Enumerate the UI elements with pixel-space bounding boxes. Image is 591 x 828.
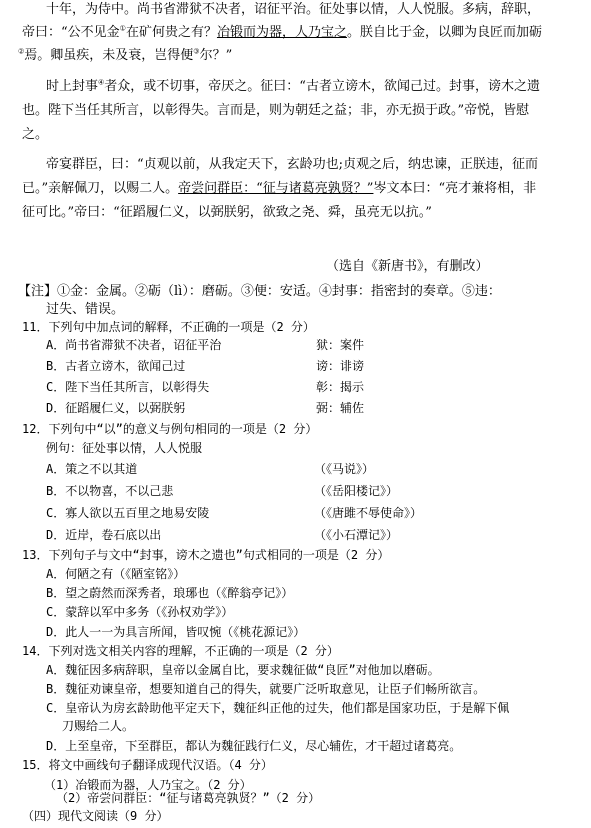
- option-text: C．蒙辞以军中多务（《孙权劝学》）: [46, 605, 234, 619]
- section-heading: [22, 808, 591, 824]
- option-text: D．此人一一为具言所闻，皆叹惋（《桃花源记》）: [46, 625, 306, 639]
- passage-line: [22, 25, 591, 41]
- option-text: B．古者立谤木，欲闻己过: [46, 359, 186, 373]
- question-stem: 12．下列句中“以”的意义与例句相同的一项是（2 分）: [22, 422, 318, 436]
- footnotes: [46, 302, 591, 318]
- example-sentence: 例句：征处事以情，人人悦服: [46, 441, 203, 455]
- passage-line: [22, 181, 591, 197]
- question-11-stem: [22, 319, 591, 335]
- option-gloss: 弼：辅佐: [316, 401, 365, 415]
- question-13-option-a: [46, 566, 591, 582]
- question-stem: 14．下列对选文相关内容的理解，不正确的一项是（2 分）: [22, 644, 339, 658]
- option-text: 刀赐给二人。: [62, 719, 135, 733]
- footnote-marker: ③: [193, 47, 200, 56]
- option-gloss: 谤：诽谤: [316, 359, 365, 373]
- sub-question: （2）帝尝问群臣：“征与诸葛亮孰贤？”（2 分）: [56, 791, 321, 805]
- passage-line: [46, 2, 591, 18]
- question-13-option-c: [46, 604, 591, 620]
- option-text: B．不以物喜，不以己悲: [46, 484, 174, 498]
- option-text: A．策之不以其道: [46, 462, 138, 476]
- question-14-option-a: [46, 662, 591, 678]
- option-text: C．寡人欲以五百里之地易安陵: [46, 506, 210, 520]
- passage-text: 时上封事: [46, 79, 99, 94]
- question-11-option-b: [46, 358, 591, 374]
- footnotes: [18, 284, 591, 300]
- passage-line: [18, 48, 591, 64]
- option-source: （《马说》）: [314, 462, 375, 476]
- question-stem: 11．下列句中加点词的解释，不正确的一项是（2 分）: [22, 320, 315, 334]
- source-text: （选自《新唐书》，有删改）: [326, 259, 489, 274]
- sub-question: （1）冶锻而为器，人乃宝之。（2 分）: [44, 778, 252, 792]
- question-14-stem: [22, 643, 591, 659]
- question-13-option-d: [46, 624, 591, 640]
- option-text: A．魏征因多病辞职，皇帝以金属自比，要求魏征做“良匠”对他加以磨砺。: [46, 663, 440, 677]
- question-14-option-c-cont: [62, 718, 591, 734]
- question-11-option-a: [46, 337, 591, 353]
- option-text: D．上至皇帝，下至群臣，都认为魏征践行仁义，尽心辅佐，才干超过诸葛亮。: [46, 739, 462, 753]
- underlined-sentence: 冶锻而为器，人乃宝之: [216, 25, 347, 40]
- question-12-stem: [22, 421, 591, 437]
- question-11-option-d: [46, 400, 591, 416]
- question-15-sub-2: [56, 790, 591, 806]
- passage-line: [22, 103, 591, 119]
- question-14-option-d: [46, 738, 591, 754]
- footnote-text: 【注】①金：金属。②砺（lì）：磨砺。③便：安适。④封事：指密封的奏章。⑤违：: [18, 284, 501, 299]
- passage-text: 者众，或不切事，帝厌之。征曰：“古者立谤木，欲闻己过。封事，谤木之遗: [104, 79, 540, 94]
- passage-line: [46, 79, 591, 95]
- passage-line: [22, 205, 591, 221]
- question-11-option-c: [46, 379, 591, 395]
- question-15-stem: [22, 757, 591, 773]
- footnote-marker: ④: [98, 78, 105, 87]
- option-text: D．近岸，卷石底以出: [46, 528, 162, 542]
- passage-text: 在矿何贵之有？: [125, 25, 217, 40]
- question-13-stem: [22, 547, 591, 563]
- passage-text: 已。”亲解佩刀，以赐二人。: [22, 181, 179, 196]
- passage-text: 焉。卿虽疾，未及衰，岂得便: [24, 48, 194, 63]
- question-14-option-c: [46, 700, 591, 716]
- footnote-text: 过失、错误。: [46, 302, 125, 317]
- underlined-sentence: 帝尝问群臣：“征与诸葛亮孰贤？”: [178, 181, 374, 196]
- passage-text: 帝曰：“公不见金: [22, 25, 120, 40]
- option-source: （《岳阳楼记》）: [314, 484, 399, 498]
- passage-source: [326, 259, 591, 275]
- passage-text: 征可比。”帝曰：“征蹈履仁义，以弼朕躬，欲致之尧、舜，虽亮无以抗。”: [22, 205, 432, 220]
- option-text: A．尚书省滞狱不决者，诏征平治: [46, 338, 222, 352]
- passage-line: [46, 157, 591, 173]
- passage-line: [22, 127, 591, 143]
- question-12-option-b: [46, 483, 591, 499]
- question-stem: 15．将文中画线句子翻译成现代汉语。（4 分）: [22, 758, 273, 772]
- footnote-marker: ①: [119, 24, 126, 33]
- question-12-option-a: [46, 461, 591, 477]
- question-12-option-d: [46, 527, 591, 543]
- option-gloss: 彰：揭示: [316, 380, 365, 394]
- option-text: A．何陋之有（《陋室铭》）: [46, 567, 186, 581]
- passage-text: 之。: [22, 127, 49, 142]
- question-12-option-c: [46, 505, 591, 521]
- option-text: D．征蹈履仁义，以弼朕躬: [46, 401, 186, 415]
- question-12-example: [46, 440, 591, 456]
- passage-text: 岑文本曰：“亮才兼将相，非: [373, 181, 537, 196]
- question-13-option-b: [46, 585, 591, 601]
- passage-text: 。朕自比于金，以卿为良匠而加砺: [346, 25, 542, 40]
- option-source: （《小石潭记》）: [314, 528, 399, 542]
- passage-text: 尔？”: [199, 48, 233, 63]
- section-title: （四）现代文阅读（9 分）: [22, 809, 169, 823]
- passage-text: 十年，为侍中。尚书省滞狱不决者，诏征平治。征处事以情，人人悦服。多病，辞职，: [46, 2, 541, 17]
- passage-text: 帝宴群臣，曰：“贞观以前，从我定天下，玄龄功也;贞观之后，纳忠谏，正朕违，征而: [46, 157, 539, 172]
- option-text: B．望之蔚然而深秀者，琅琊也（《醉翁亭记》）: [46, 586, 294, 600]
- footnote-marker: ②: [18, 47, 25, 56]
- question-stem: 13．下列句子与文中“封事，谤木之遗也”句式相同的一项是（2 分）: [22, 548, 390, 562]
- option-source: （《唐雎不辱使命》）: [314, 506, 423, 520]
- option-text: C．皇帝认为房玄龄助他平定天下，魏征纠正他的过失，他们都是国家功臣，于是解下佩: [46, 701, 510, 715]
- option-text: C．陛下当任其所言，以彰得失: [46, 380, 210, 394]
- option-gloss: 狱：案件: [316, 338, 365, 352]
- option-text: B．魏征劝谏皇帝，想要知道自己的得失，就要广泛听取意见，让臣子们畅所欲言。: [46, 682, 486, 696]
- question-14-option-b: [46, 681, 591, 697]
- passage-text: 也。陛下当任其所言，以彰得失。言而是，则为朝廷之益；非，亦无损于政。”帝悦，皆慰: [22, 103, 530, 118]
